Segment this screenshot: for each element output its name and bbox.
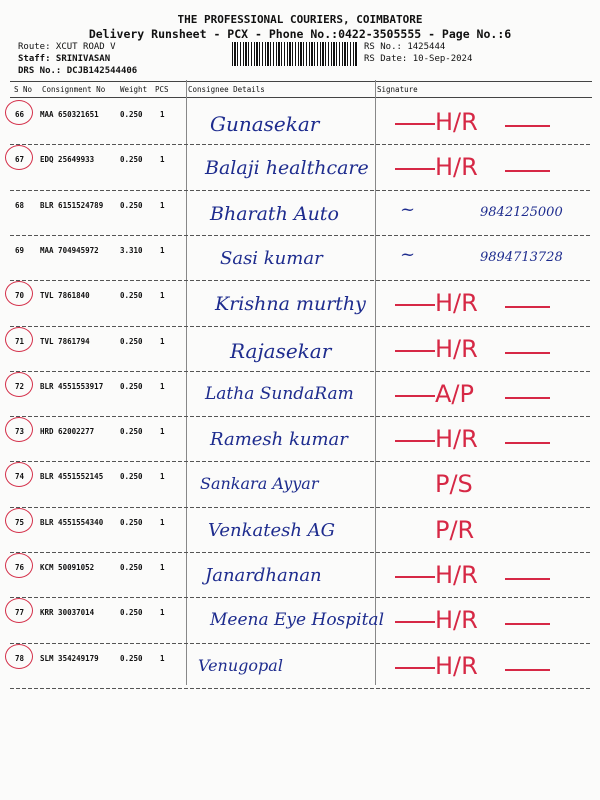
row-consignment-no: KCM 50091052 [40,563,95,572]
row-weight: 0.250 [120,427,143,437]
table-row [10,372,592,417]
sno-circle-mark [5,417,33,442]
row-pcs: 1 [160,653,165,663]
row-pcs: 1 [160,381,165,391]
row-signature: H/R [435,153,478,182]
row-consignment-no: TVL 7861794 [40,336,90,346]
row-consignment-no: BLR 4551553917 [40,381,104,391]
row-consignee-handwritten: Krishna murthy [215,293,366,316]
scribble-signature-icon: ~ [400,243,416,265]
signature-dash-left [395,621,435,623]
sno-circle-mark [5,145,33,170]
table-header [10,80,592,97]
row-weight: 0.250 [120,472,143,482]
row-pcs: 1 [160,200,165,210]
col-sno: S No [14,85,33,94]
row-signature: A/P [435,379,474,408]
staff-label: Staff: SRINIVASAN [18,54,111,64]
row-sno: 72 [15,381,25,391]
col-pcs: PCS [155,85,169,94]
row-pcs: 1 [160,427,165,437]
row-pcs: 1 [160,563,165,572]
col-weight: Weight [120,85,148,94]
row-signature: H/R [435,606,478,635]
table-row [10,508,592,553]
row-consignee-handwritten: Sasi kumar [220,247,323,269]
col-signature: Signature [377,85,418,94]
row-weight: 0.250 [120,563,143,572]
signature-dash-right [505,170,550,172]
sno-circle-mark [5,644,33,669]
rs-date: RS Date: 10-Sep-2024 [364,54,473,64]
route-label: Route: XCUT ROAD V [18,42,116,52]
row-pcs: 1 [160,245,165,255]
row-consignment-no: TVL 7861840 [40,291,90,301]
row-weight: 0.250 [120,608,143,618]
row-weight: 0.250 [120,517,143,527]
signature-dash-right [505,442,550,444]
row-signature: 9842125000 [480,204,563,220]
row-consignee-handwritten: Gunasekar [210,112,320,136]
row-consignment-no: KRR 30037014 [40,608,95,618]
signature-dash-right [505,623,550,625]
row-consignment-no: EDQ 25649933 [40,155,95,165]
row-pcs: 1 [160,110,165,119]
row-signature: H/R [435,108,478,136]
row-consignment-no: BLR 4551554340 [40,517,104,527]
row-signature: P/R [435,515,475,544]
row-signature: H/R [435,289,478,318]
signature-dash-right [505,352,550,354]
table-row [10,191,592,236]
signature-dash-right [505,306,550,308]
row-consignee-handwritten: Rajasekar [230,338,332,363]
signature-dash-right [505,578,550,580]
row-pcs: 1 [160,472,165,482]
row-sno: 70 [15,291,25,301]
row-pcs: 1 [160,291,165,301]
table-row [10,100,592,145]
sno-circle-mark [5,462,33,487]
row-consignee-handwritten: Venugopal [198,655,283,675]
row-sno: 74 [15,472,25,482]
signature-dash-left [395,440,435,442]
row-signature: H/R [435,651,478,680]
row-consignment-no: BLR 6151524789 [40,200,104,210]
row-pcs: 1 [160,155,165,165]
row-sno: 68 [15,200,25,210]
row-consignment-no: BLR 4551552145 [40,472,104,482]
row-consignee-handwritten: Meena Eye Hospital [210,610,385,631]
table-row [10,327,592,372]
sno-circle-mark [5,598,33,623]
row-signature: H/R [435,561,478,589]
row-consignment-no: SLM 354249179 [40,653,99,663]
row-pcs: 1 [160,517,165,527]
table-header-rule [10,97,592,98]
barcode [232,42,358,66]
row-consignee-handwritten: Balaji healthcare [205,157,369,180]
row-separator [10,688,592,689]
signature-dash-left [395,304,435,306]
table-row [10,644,592,689]
signature-dash-right [505,125,550,127]
row-weight: 0.250 [120,381,143,391]
row-pcs: 1 [160,608,165,618]
company-title: THE PROFESSIONAL COURIERS, COIMBATORE [177,13,423,26]
table-row [10,553,592,598]
signature-dash-left [395,168,435,170]
row-weight: 0.250 [120,291,143,301]
drs-label: DRS No.: DCJB142544406 [18,66,138,76]
row-pcs: 1 [160,336,165,346]
row-weight: 0.250 [120,155,143,165]
row-sno: 71 [15,336,25,346]
sno-circle-mark [5,327,33,352]
row-weight: 0.250 [120,110,143,119]
row-consignment-no: HRD 62002277 [40,427,95,437]
row-sno: 69 [15,245,25,255]
sno-circle-mark [5,508,33,533]
row-weight: 0.250 [120,653,143,663]
row-sno: 78 [15,653,25,663]
signature-dash-left [395,395,435,397]
table-row [10,145,592,190]
sno-circle-mark [5,372,33,397]
row-signature: H/R [435,334,478,363]
table-row [10,598,592,643]
row-consignee-handwritten: Venkatesh AG [208,519,336,541]
row-signature: P/S [435,470,473,499]
table-row [10,236,592,281]
row-weight: 0.250 [120,336,143,346]
table-row [10,462,592,507]
col-consignee: Consignee Details [188,85,265,94]
table-row [10,281,592,326]
signature-dash-left [395,350,435,352]
row-sno: 67 [15,155,25,165]
row-consignee-handwritten: Ramesh kumar [210,429,348,451]
row-consignee-handwritten: Bharath Auto [210,202,339,225]
signature-dash-right [505,397,550,399]
row-signature: H/R [435,425,478,454]
sno-circle-mark [5,553,33,578]
row-consignee-handwritten: Sankara Ayyar [200,474,319,494]
row-sno: 75 [15,517,25,527]
signature-dash-left [395,667,435,669]
runsheet-subtitle: Delivery Runsheet - PCX - Phone No.:0422-3505555 - Page No.:6 [88,27,512,41]
sno-circle-mark [5,281,33,306]
row-signature: 9894713728 [480,249,563,265]
rs-number: RS No.: 1425444 [364,42,446,52]
row-consignee-handwritten: Latha SundaRam [205,383,354,404]
col-consignment: Consignment No [42,85,106,94]
row-weight: 3.310 [120,245,143,255]
row-weight: 0.250 [120,200,143,210]
signature-dash-right [505,669,550,671]
row-consignee-handwritten: Janardhanan [205,565,322,586]
table-row [10,417,592,462]
row-consignment-no: MAA 704945972 [40,245,99,255]
row-sno: 73 [15,427,25,437]
signature-dash-left [395,123,435,125]
row-sno: 76 [15,563,25,572]
scribble-signature-icon: ~ [400,198,416,220]
sno-circle-mark [5,100,33,125]
row-sno: 66 [15,110,25,119]
row-consignment-no: MAA 650321651 [40,110,99,119]
row-sno: 77 [15,608,25,618]
signature-dash-left [395,576,435,578]
